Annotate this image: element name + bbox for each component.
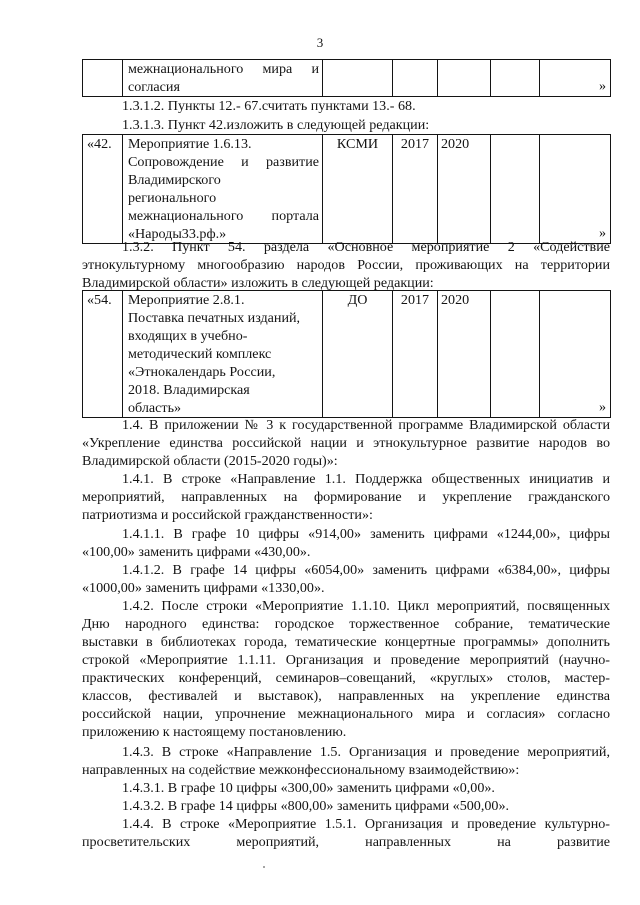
table-cell-last: [540, 135, 611, 244]
table-cell-year-end: 2020: [438, 135, 491, 244]
paragraph-1-4-3-1: [82, 779, 610, 797]
paragraph-line: мероприятий, направленных на формирование и укрепление гражданского: [82, 489, 610, 505]
table-cell-executor: ДО: [323, 291, 393, 418]
page-number: 3: [316, 35, 324, 50]
table-cell-last: [540, 291, 611, 418]
table-cell-number: [83, 60, 123, 97]
table-item-54: [82, 290, 611, 418]
paragraph-line: 1.4.3.1. В графе 10 цифры «300,00» заменить цифрами «0,00».: [122, 780, 495, 796]
table-cell-line: «Народы33.рф.»: [128, 226, 227, 242]
table-cell-year-start: [393, 60, 438, 97]
paragraph-line: 1.4.2. После строки «Мероприятие 1.1.10. Цикл мероприятий, посвященных: [122, 598, 610, 614]
table-row: [83, 135, 611, 244]
table-cell-line: согласия: [128, 79, 180, 95]
paragraph-line: «1000,00» заменить цифрами «1330,00».: [82, 580, 325, 596]
table-cell-line: межнационального мира и: [128, 61, 319, 77]
table-cell-line: Сопровождение и развитие: [128, 154, 319, 170]
paragraph-line: 1.3.2. Пункт 54. раздела «Основное мероприятие 2 «Содействие: [122, 239, 610, 255]
paragraph-line: практических конференций, семинаров–совещаний, «круглых» столов, мастер-: [82, 670, 610, 686]
table-cell-year-start: 2017: [393, 291, 438, 418]
table-row: [83, 291, 611, 418]
paragraph-1-4-1-1: [82, 525, 610, 561]
paragraph-line: российской нации, упрочнение межнационального мира и согласия» согласно: [82, 706, 610, 722]
table-cell-description: [123, 60, 323, 97]
table-cell-line: Владимирского: [128, 172, 221, 188]
paragraph-line: 1.4.4. В строке «Мероприятие 1.5.1. Организация и проведение культурно-: [122, 816, 610, 832]
table-cell-year-end: [438, 60, 491, 97]
table-cell-line: методический комплекс: [128, 346, 272, 362]
paragraph-line: Владимирской области» изложить в следующей редакции:: [82, 275, 434, 291]
paragraph-1-4-1: [82, 470, 610, 524]
table-cell-line: Поставка печатных изданий,: [128, 310, 301, 326]
table-cell-description: [123, 291, 323, 418]
table-cell-line: область»: [128, 400, 182, 416]
table-cell-line: «Этнокалендарь России,: [128, 364, 276, 380]
table-cell-number: «42.: [83, 135, 123, 244]
table-cell-line: входящих в учебно-: [128, 328, 248, 344]
paragraph-1-3-2: [82, 238, 610, 292]
closing-quote: »: [598, 78, 606, 94]
paragraph-line: просветительских мероприятий, направленных на развитие: [82, 834, 610, 850]
paragraph-line: Дню народного единства: городское торжественное собрание, тематические: [82, 616, 610, 632]
paragraph-line: 1.4. В приложении № 3 к государственной программе Владимирской области: [122, 417, 610, 433]
paragraph-line: этнокультурному многообразию народов России, проживающих на территории: [82, 257, 610, 273]
closing-quote: »: [598, 225, 606, 241]
paragraph-line: 1.3.1.2. Пункты 12.- 67.считать пунктами 13.- 68.: [122, 98, 416, 114]
table-cell-line: Мероприятие 1.6.13.: [128, 136, 252, 152]
table-cell-executor: КСМИ: [323, 135, 393, 244]
table-cell-line: 2018. Владимирская: [128, 382, 250, 398]
paragraph-line: приложению к настоящему постановлению.: [82, 724, 347, 740]
table-cell-empty: [491, 135, 540, 244]
scan-speck: [263, 866, 265, 868]
paragraph-line: классов, фестивалей и выставок), направленных на укрепление единства: [82, 688, 610, 704]
table-cell-number: «54.: [83, 291, 123, 418]
closing-quote: »: [598, 399, 606, 415]
paragraph-1-4: [82, 416, 610, 470]
paragraph-line: строкой «Мероприятие 1.1.11. Организация и проведение мероприятий (научно-: [82, 652, 610, 668]
table-cell-line: межнационального портала: [128, 208, 319, 224]
paragraph-line: 1.4.3.2. В графе 14 цифры «800,00» заменить цифрами «500,00».: [122, 798, 510, 814]
table-cell-empty: [491, 60, 540, 97]
table-cell-executor: [323, 60, 393, 97]
table-continuation: [82, 59, 611, 97]
paragraph-line: «100,00» заменить цифрами «430,00».: [82, 544, 311, 560]
paragraph-1-4-2: [82, 597, 610, 741]
paragraph-1-4-3: [82, 743, 610, 779]
paragraph-1-3-1-2: [82, 97, 610, 115]
paragraph-line: патриотизма и российской гражданственности»:: [82, 507, 373, 523]
table-item-42: [82, 134, 611, 244]
table-cell-year-start: 2017: [393, 135, 438, 244]
paragraph-line: 1.3.1.3. Пункт 42.изложить в следующей редакции:: [122, 117, 430, 133]
table-cell-description: [123, 135, 323, 244]
table-cell-line: регионального: [128, 190, 217, 206]
paragraph-line: выставки в библиотеках города, тематические концертные программы» дополнить: [82, 634, 610, 650]
paragraph-line: Владимирской области (2015-2020 годы)»:: [82, 453, 338, 469]
paragraph-1-4-1-2: [82, 561, 610, 597]
table-cell-line: Мероприятие 2.8.1.: [128, 292, 245, 308]
table-cell-empty: [491, 291, 540, 418]
paragraph-line: 1.4.1. В строке «Направление 1.1. Поддержка общественных инициатив и: [122, 471, 610, 487]
paragraph-line: 1.4.3. В строке «Направление 1.5. Организация и проведение мероприятий,: [122, 744, 610, 760]
paragraph-1-4-4: [82, 815, 610, 851]
table-cell-year-end: 2020: [438, 291, 491, 418]
table-cell-last: [540, 60, 611, 97]
paragraph-1-3-1-3: [82, 116, 610, 134]
paragraph-line: направленных на содействие межконфессиональному взаимодействию»:: [82, 762, 520, 778]
paragraph-line: 1.4.1.2. В графе 14 цифры «6054,00» заменить цифрами «6384,00», цифры: [122, 562, 610, 578]
paragraph-1-4-3-2: [82, 797, 610, 815]
paragraph-line: 1.4.1.1. В графе 10 цифры «914,00» заменить цифрами «1244,00», цифры: [122, 526, 610, 542]
paragraph-line: «Укрепление единства российской нации и этнокультурное развитие народов во: [82, 435, 610, 451]
table-row: [83, 60, 611, 97]
